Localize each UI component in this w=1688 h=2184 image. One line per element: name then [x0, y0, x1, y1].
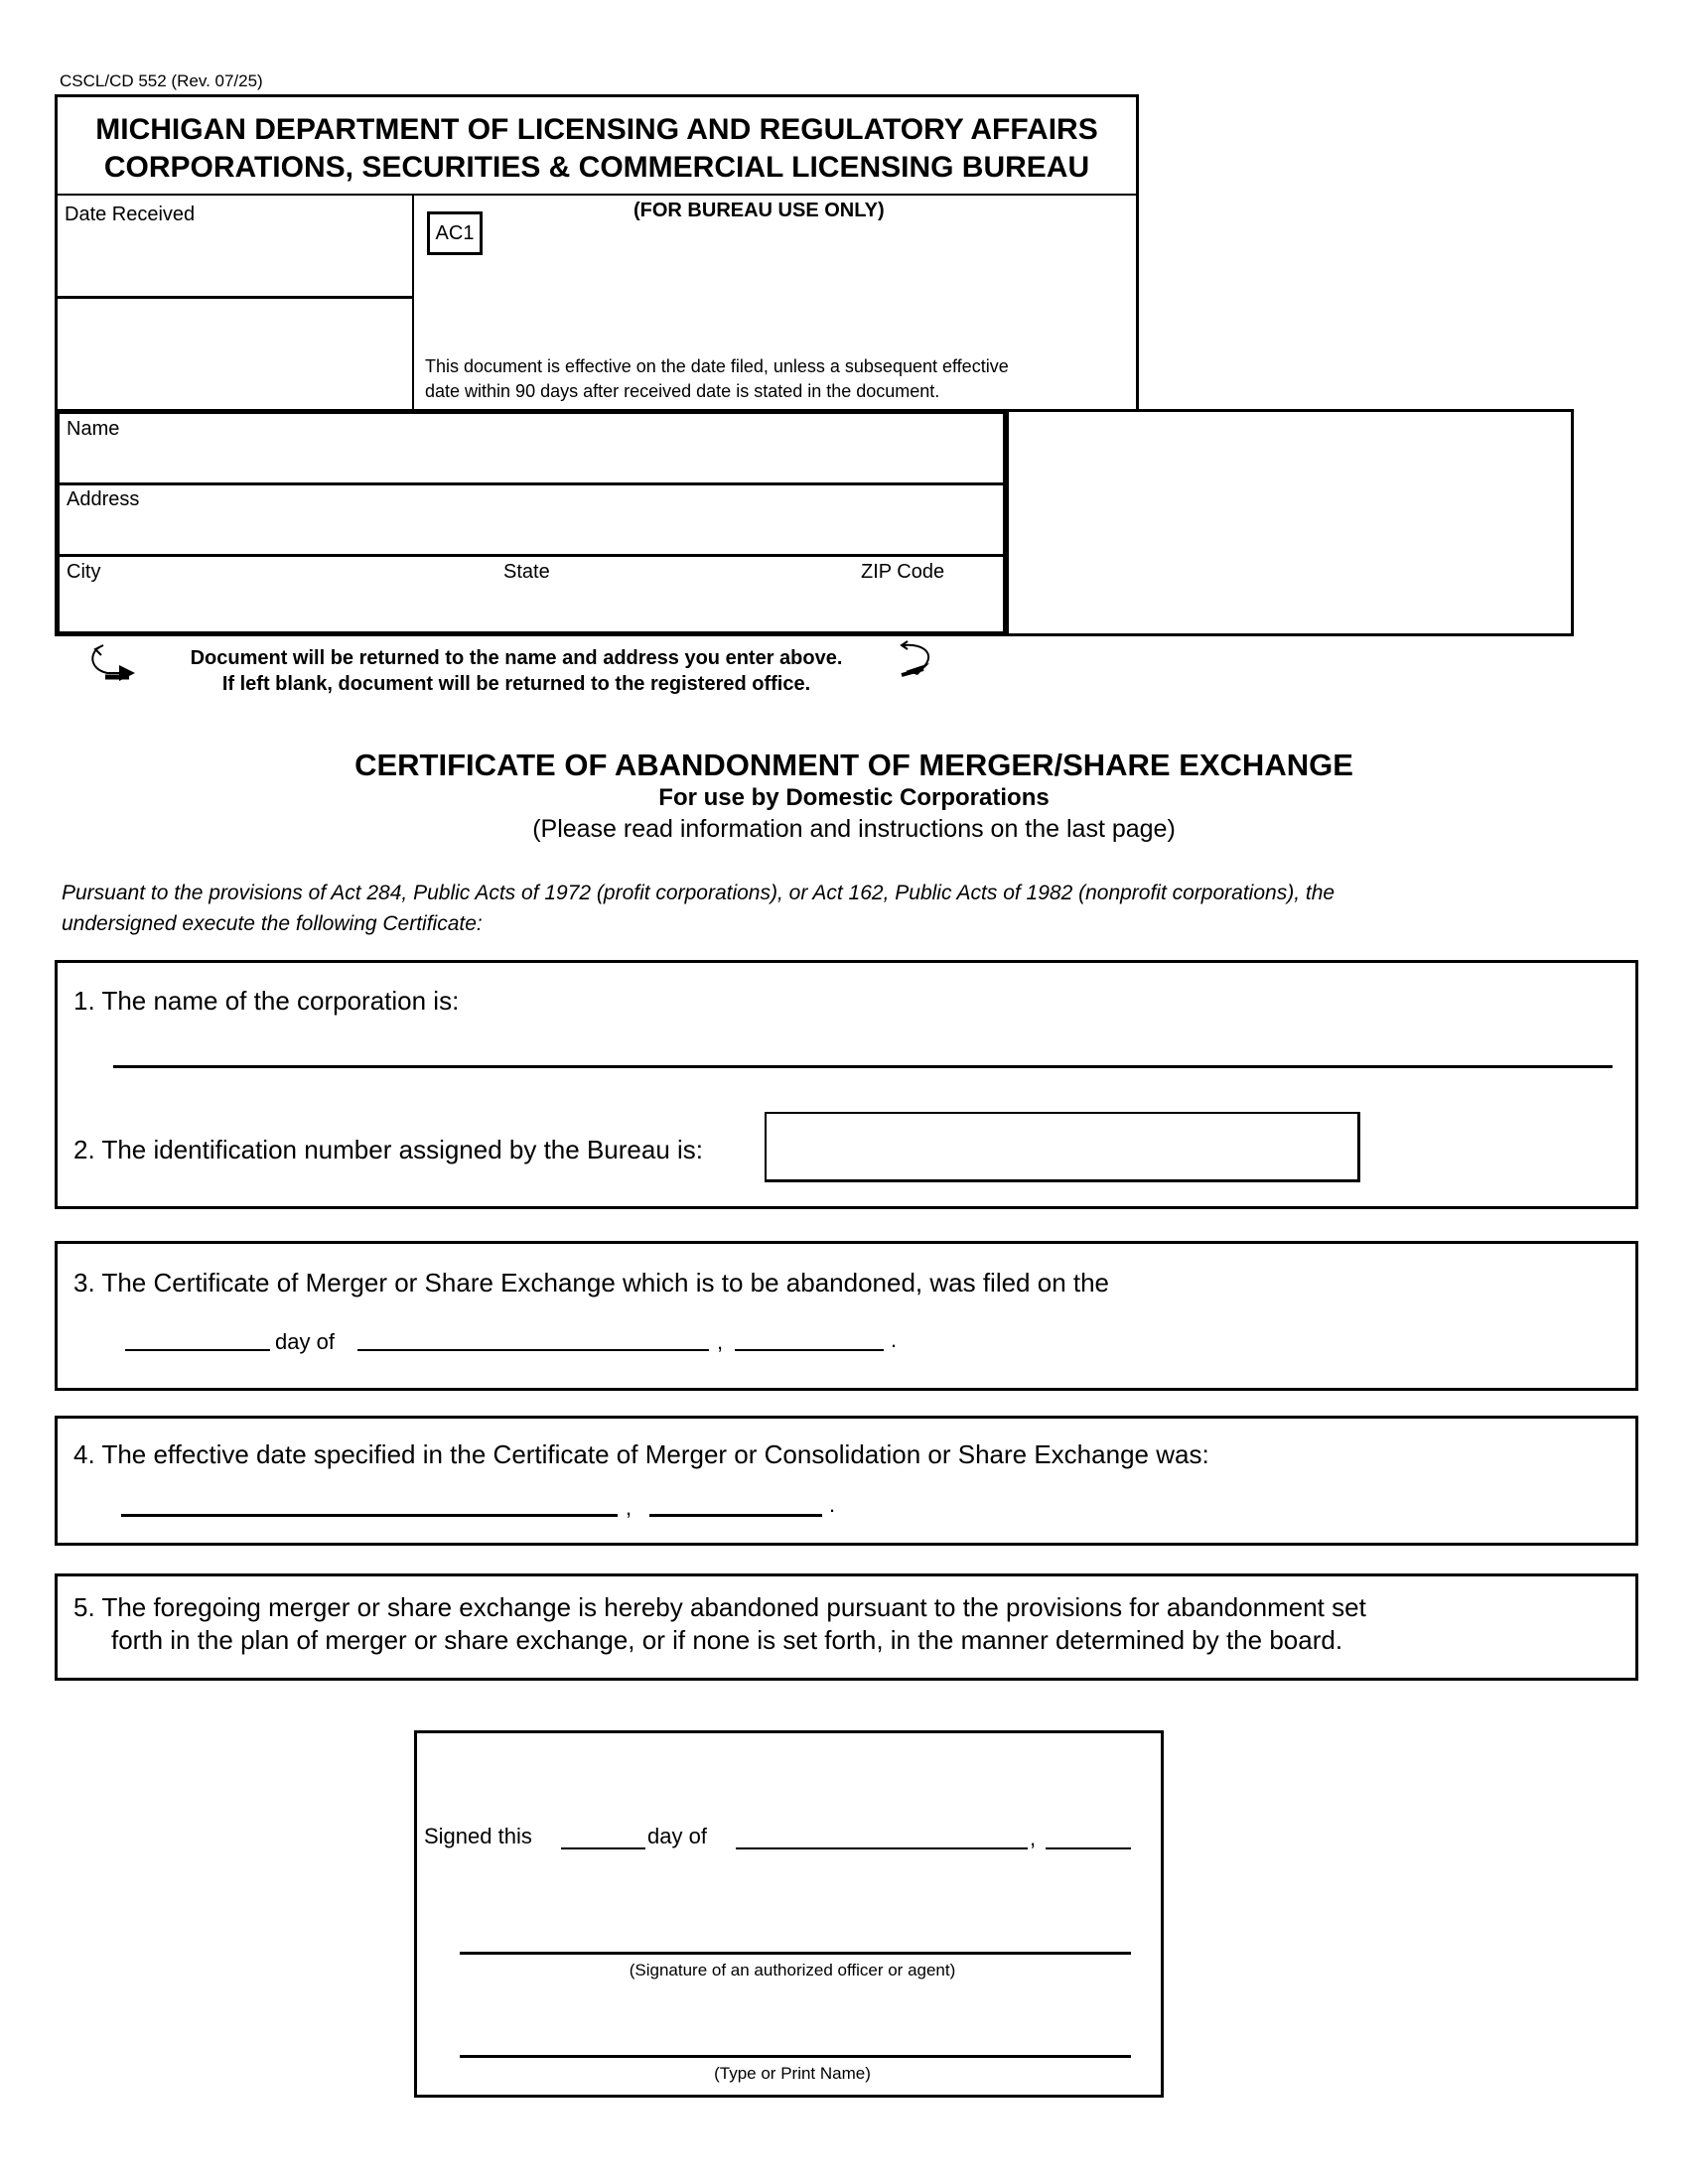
- address-label: Address: [67, 488, 140, 510]
- signature-block: [414, 1730, 1164, 2098]
- state-field[interactable]: [501, 561, 849, 628]
- item-5-line-1: 5. The foregoing merger or share exchange is hereby abandoned pursuant to the provisions for abandonment set: [73, 1592, 1366, 1622]
- print-name-caption: (Type or Print Name): [714, 2064, 871, 2083]
- page-subtitle: For use by Domestic Corporations: [658, 784, 1050, 811]
- filed-year-field[interactable]: [735, 1349, 884, 1351]
- signed-month-field[interactable]: [736, 1847, 1028, 1849]
- date-received-label: Date Received: [65, 204, 196, 225]
- signed-day-field[interactable]: [561, 1847, 645, 1849]
- name-divider: [55, 482, 1008, 485]
- zip-label: ZIP Code: [861, 561, 945, 583]
- address-field[interactable]: [60, 488, 998, 550]
- effective-year-field[interactable]: [649, 1514, 822, 1517]
- filed-comma: ,: [717, 1329, 724, 1354]
- department-header: [55, 94, 1139, 196]
- effective-date-note: [425, 354, 1009, 404]
- item-5-text: [73, 1591, 1366, 1657]
- filed-period: .: [891, 1327, 898, 1352]
- header-line-1: MICHIGAN DEPARTMENT OF LICENSING AND REGULATORY AFFAIRS: [95, 113, 1098, 146]
- return-note: [139, 645, 894, 697]
- print-name-field[interactable]: [460, 2055, 1131, 2058]
- item-5-line-2: forth in the plan of merger or share exchange, or if none is set forth, in the manner determined by the board.: [111, 1625, 1343, 1655]
- page-title: CERTIFICATE OF ABANDONMENT OF MERGER/SHARE EXCHANGE: [354, 748, 1353, 782]
- corporation-name-field[interactable]: [113, 1065, 1613, 1068]
- signed-day-of-label: day of: [647, 1824, 707, 1848]
- effective-comma: ,: [626, 1495, 633, 1520]
- signed-comma: ,: [1030, 1826, 1037, 1850]
- signed-this-label: Signed this: [424, 1824, 532, 1848]
- state-label: State: [503, 561, 550, 583]
- return-note-line-2: If left blank, document will be returned to the registered office.: [221, 673, 811, 695]
- item-3-label: 3. The Certificate of Merger or Share Exchange which is to be abandoned, was filed on the: [73, 1268, 1110, 1297]
- curved-arrow-right-icon: [896, 639, 945, 683]
- effective-period: .: [829, 1492, 836, 1517]
- curved-arrow-left-icon: [85, 643, 143, 683]
- filed-month-field[interactable]: [357, 1349, 709, 1351]
- name-field[interactable]: [60, 418, 998, 479]
- instructions-note: (Please read information and instructions on the last page): [532, 815, 1176, 843]
- item-4-label: 4. The effective date specified in the Certificate of Merger or Consolidation or Share Exchange was:: [73, 1439, 1209, 1469]
- item-1-label: 1. The name of the corporation is:: [73, 986, 460, 1016]
- name-label: Name: [67, 418, 120, 440]
- bureau-stamp-box: [1006, 409, 1574, 636]
- identification-number-field[interactable]: [765, 1112, 1360, 1182]
- intro-line-2: undersigned execute the following Certificate:: [62, 912, 483, 935]
- address-divider: [55, 554, 1008, 557]
- item-2-label: 2. The identification number assigned by the Bureau is:: [73, 1135, 704, 1164]
- city-label: City: [67, 561, 101, 583]
- header-line-2: CORPORATIONS, SECURITIES & COMMERCIAL LICENSING BUREAU: [103, 151, 1090, 184]
- signature-caption: (Signature of an authorized officer or agent): [629, 1961, 956, 1979]
- city-field[interactable]: [60, 561, 496, 628]
- date-received-divider: [55, 296, 414, 299]
- bureau-use-label: (FOR BUREAU USE ONLY): [633, 200, 885, 221]
- effective-note-line-1: This document is effective on the date filed, unless a subsequent effective: [425, 356, 1009, 376]
- intro-text: [62, 878, 1650, 939]
- signed-year-field[interactable]: [1046, 1847, 1131, 1849]
- title-block: [0, 748, 1688, 845]
- return-note-line-1: Document will be returned to the name and address you enter above.: [190, 647, 843, 669]
- zip-field[interactable]: [859, 561, 998, 628]
- effective-note-line-2: date within 90 days after received date is stated in the document.: [425, 381, 940, 401]
- intro-line-1: Pursuant to the provisions of Act 284, Public Acts of 1972 (profit corporations), or Act 162, Public Acts of 1982 (nonprofit corporations), the: [62, 882, 1336, 904]
- filed-day-field[interactable]: [125, 1349, 270, 1351]
- bureau-code-box: AC1: [427, 211, 483, 255]
- form-code: CSCL/CD 552 (Rev. 07/25): [60, 71, 263, 90]
- bureau-divider-vertical: [412, 194, 414, 409]
- section-3: [55, 1241, 1638, 1391]
- filed-day-of-label: day of: [275, 1329, 335, 1354]
- section-4: [55, 1416, 1638, 1546]
- effective-month-field[interactable]: [121, 1514, 618, 1517]
- signature-field[interactable]: [460, 1952, 1131, 1955]
